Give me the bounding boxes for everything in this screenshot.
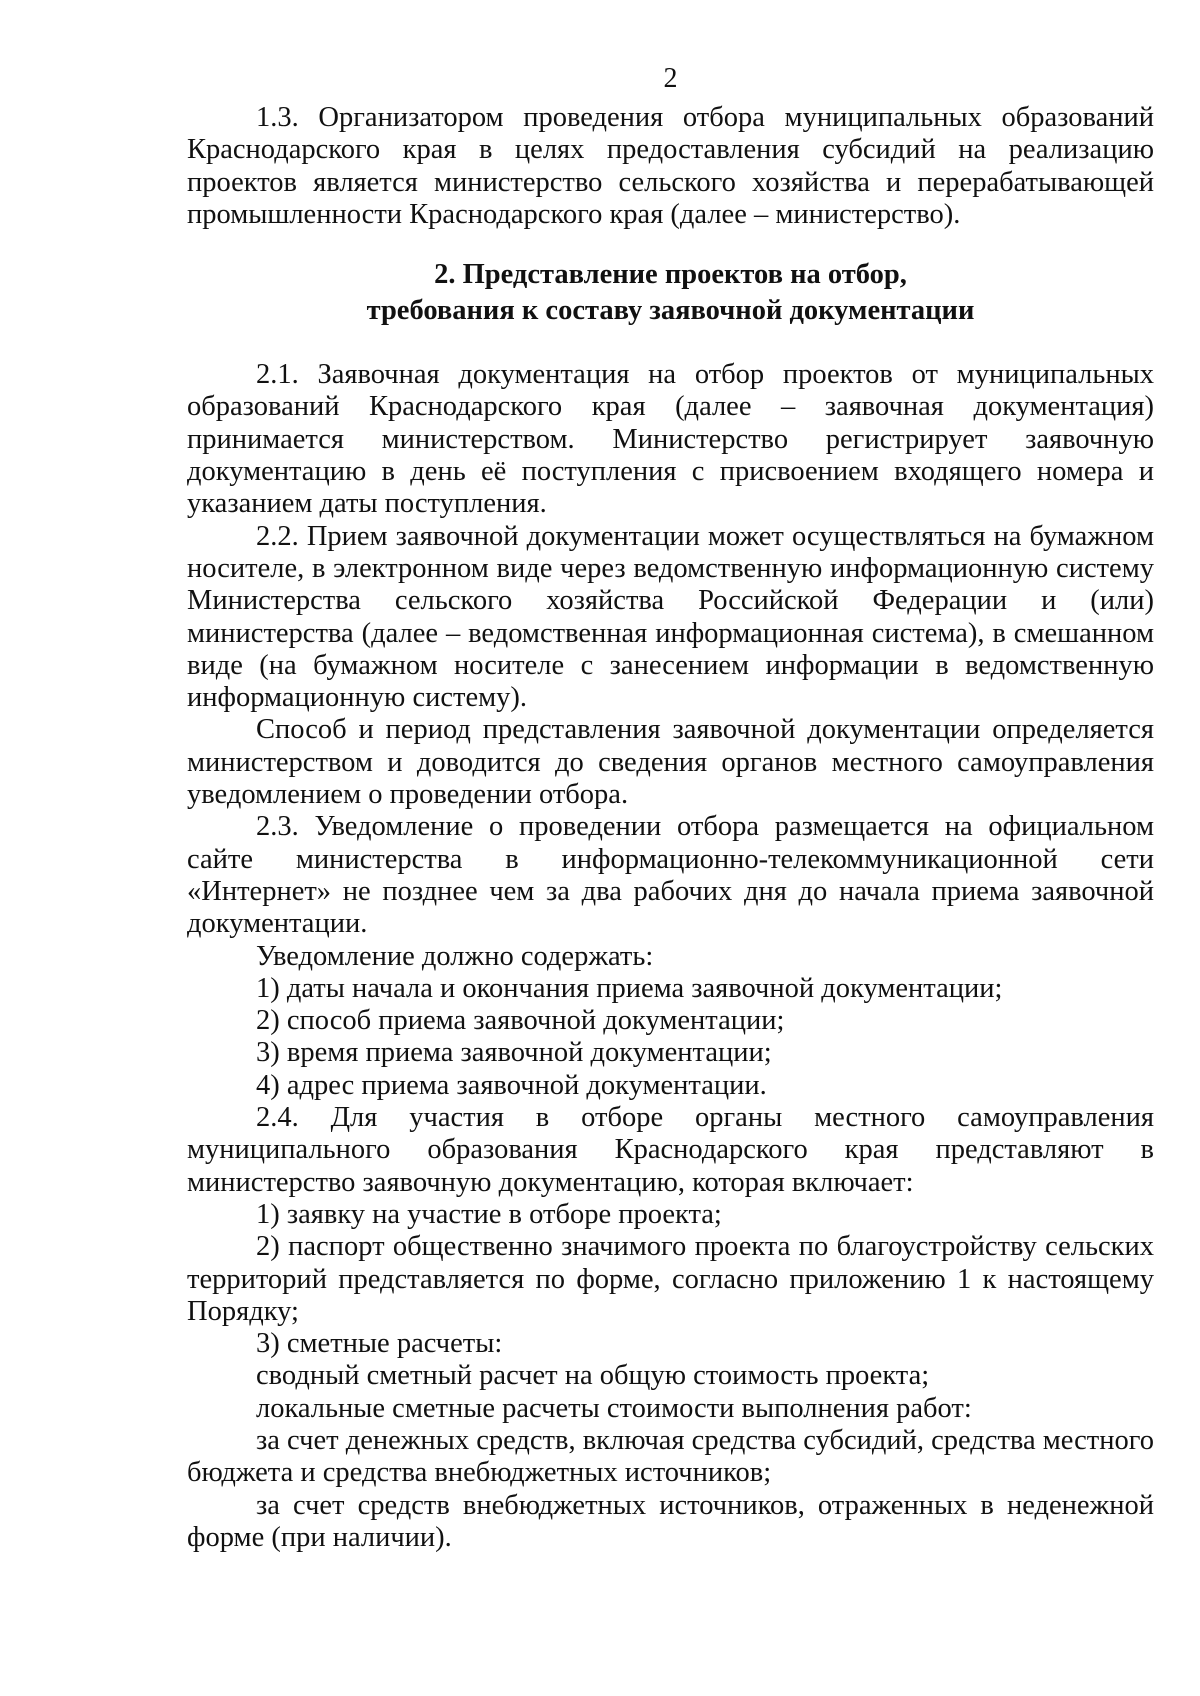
list-item: 1) заявку на участие в отборе проекта; bbox=[256, 1198, 722, 1230]
list-item: локальные сметные расчеты стоимости выполнения работ: bbox=[256, 1392, 972, 1424]
paragraph-notice-contents: Уведомление должно содержать: bbox=[256, 940, 654, 972]
list-item: за счет денежных средств, включая средства субсидий, средства местного бюджета и средства внебюджетных источников; bbox=[187, 1424, 1154, 1489]
paragraph-2-3: 2.3. Уведомление о проведении отбора размещается на официальном сайте министерства в информационно-телекоммуникационной сети «Интернет» не позднее чем за два рабочих дня до начала приема заявочной документации. bbox=[187, 811, 1154, 940]
paragraph-1-3: 1.3. Организатором проведения отбора муниципальных образований Краснодарского края в целях предоставления субсидий на реализацию проектов является министерство сельского хозяйства и перерабатывающей промышленности Краснодарского края (далее – министерство). bbox=[187, 102, 1154, 230]
list-item: за счет средств внебюджетных источников, отраженных в неденежной форме (при наличии). bbox=[187, 1489, 1154, 1553]
list-item: 4) адрес приема заявочной документации. bbox=[256, 1069, 767, 1101]
paragraph-submission-method: Способ и период представления заявочной документации определяется министерством и доводится до сведения органов местного самоуправления уведомлением о проведении отбора. bbox=[187, 714, 1154, 811]
page-number: 2 bbox=[663, 63, 678, 94]
list-item: 2) способ приема заявочной документации; bbox=[256, 1005, 785, 1037]
list-item: 3) время приема заявочной документации; bbox=[256, 1037, 772, 1069]
list-item: 1) даты начала и окончания приема заявочной документации; bbox=[256, 972, 1003, 1004]
list-item: 2) паспорт общественно значимого проекта по благоустройству сельских территорий представляется по форме, согласно приложению 1 к настоящему Порядку; bbox=[187, 1231, 1154, 1327]
list-item: 3) сметные расчеты: bbox=[256, 1328, 503, 1360]
list-item: сводный сметный расчет на общую стоимость проекта; bbox=[256, 1360, 930, 1392]
document-page bbox=[187, 64, 1154, 1554]
paragraph-2-2: 2.2. Прием заявочной документации может осуществляться на бумажном носителе, в электронном виде через ведомственную информационную систему Министерства сельского хозяйства Российской Федерации и (или) министерства (далее – ведомственная информационная система), в смешанном виде (на бумажном носителе с занесением информации в ведомственную информационную систему). bbox=[187, 520, 1154, 714]
section-heading-line-1: 2. Представление проектов на отбор, bbox=[434, 259, 907, 291]
section-heading bbox=[187, 257, 1154, 329]
section-heading-line-2: требования к составу заявочной документации bbox=[366, 295, 975, 327]
paragraph-2-4: 2.4. Для участия в отборе органы местного самоуправления муниципального образования Краснодарского края представляют в министерство заявочную документацию, которая включает: bbox=[187, 1102, 1154, 1198]
paragraph-2-1: 2.1. Заявочная документация на отбор проектов от муниципальных образований Краснодарского края (далее – заявочная документация) принимается министерством. Министерство регистрирует заявочную документацию в день её поступления с присвоением входящего номера и указанием даты поступления. bbox=[187, 359, 1154, 520]
